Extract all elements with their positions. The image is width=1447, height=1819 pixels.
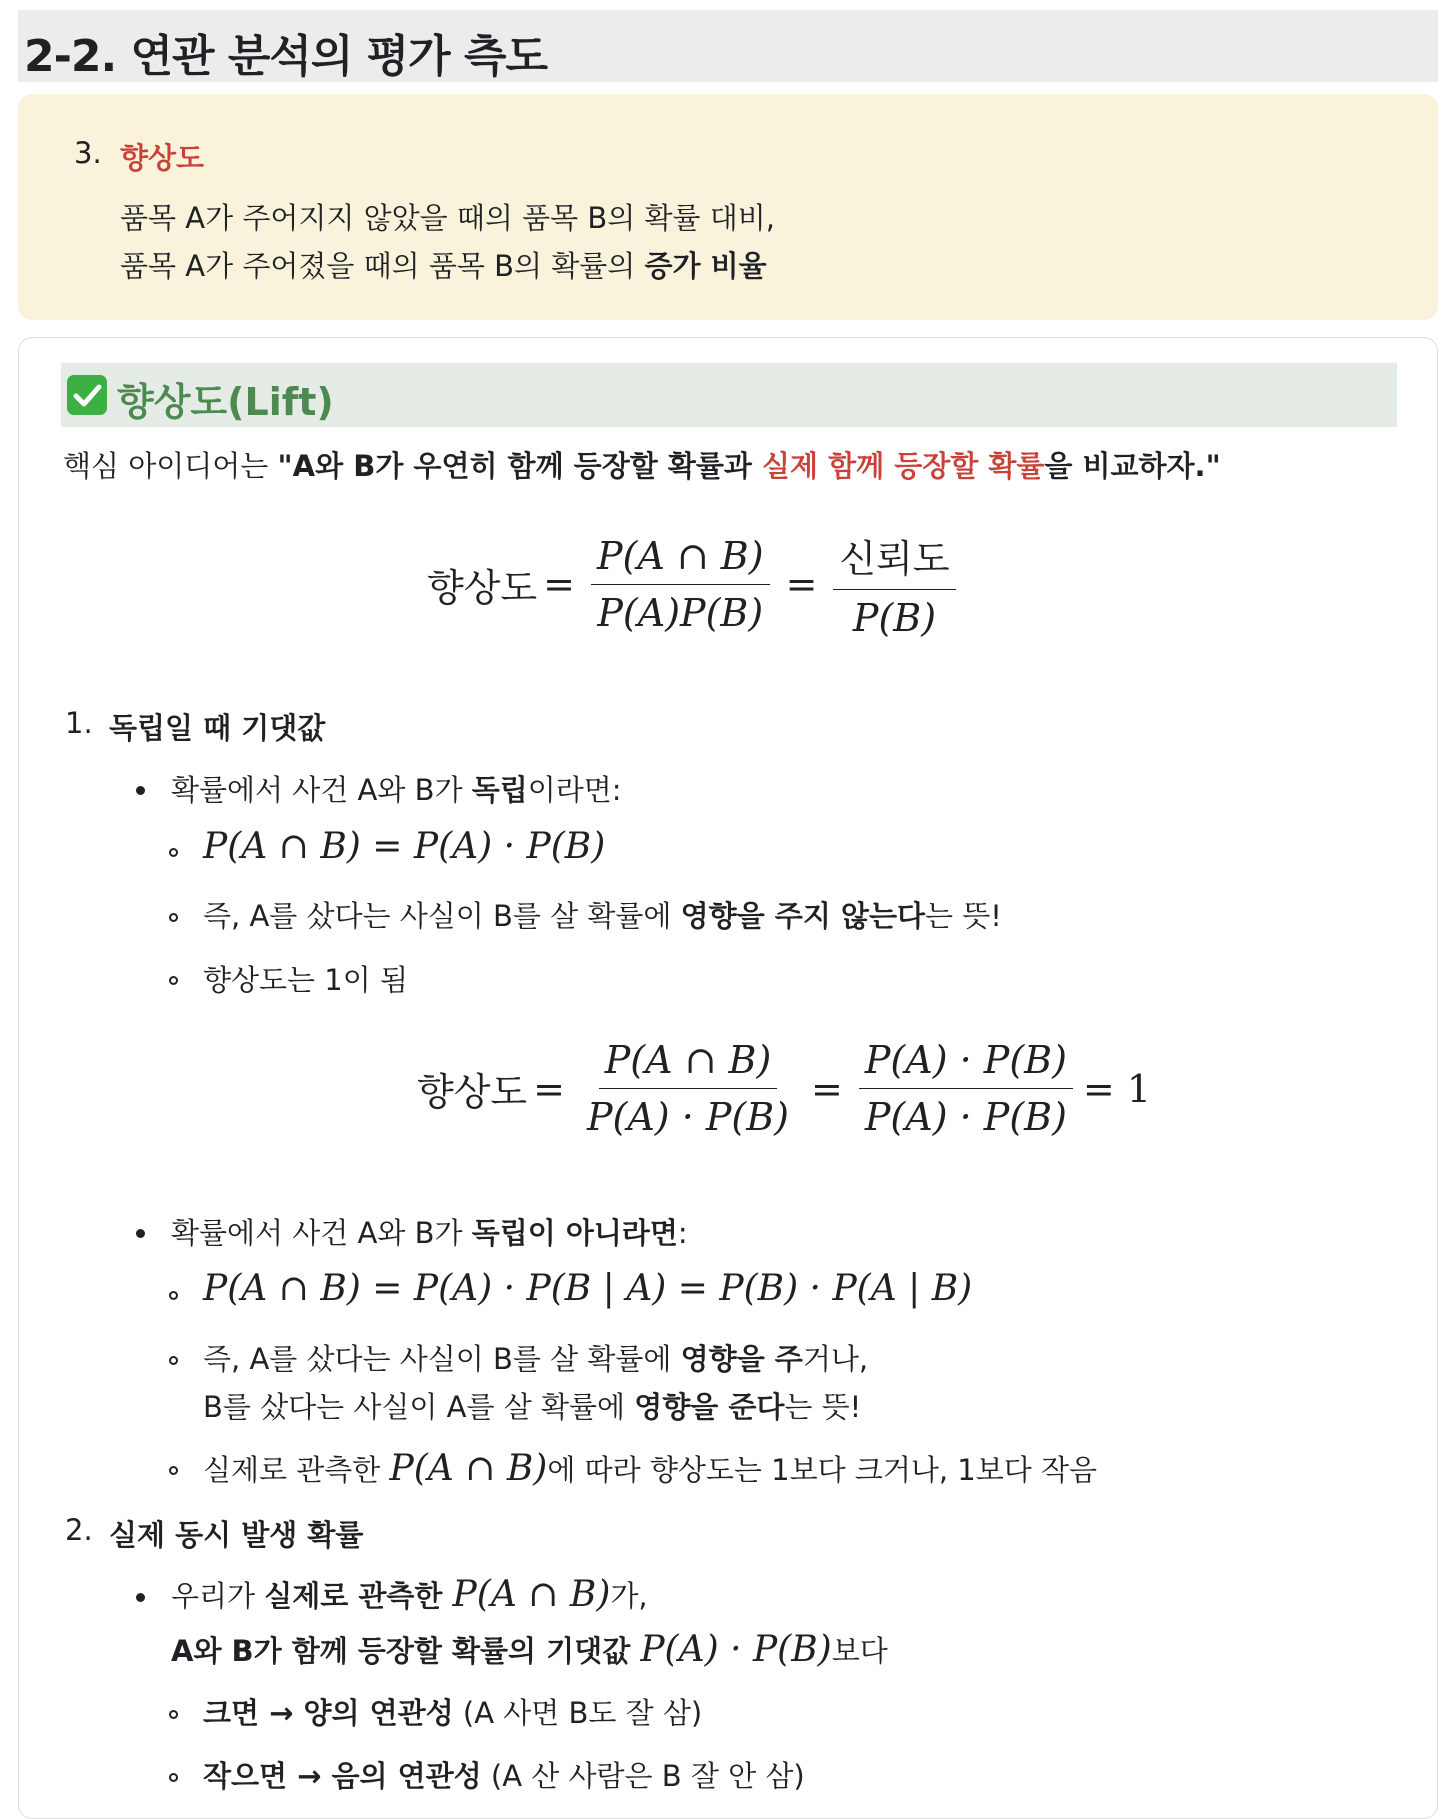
observed-lift-note: 실제로 관측한 P(A ∩ B)에 따라 향상도는 1보다 크거나, 1보다 작음 (203, 1448, 1098, 1489)
positive-association: 크면 → 양의 연관성 (A 사면 B도 잘 삼) (203, 1696, 703, 1730)
independence-meaning: 즉, A를 샀다는 사실이 B를 살 확률에 영향을 주지 않는다는 뜻! (203, 899, 1002, 933)
lift-equals-one: 향상도는 1이 됨 (203, 963, 408, 997)
independence-lift-formula: 향상도 = $\frac{P(A \cap B)}{P(A) \cdot P(B)}$ = $\frac{P(A) \cdot P(B)}{P(A) \cdot P(B)}$ = 1 (417, 1038, 1152, 1139)
formula-fraction-2: $\frac{\text{신뢰도}}{P(B)}$ (833, 528, 955, 640)
dependence-meaning-2: B를 샀다는 사실이 A를 살 확률에 영향을 준다는 뜻! (203, 1390, 862, 1424)
lift-formula: 향상도 = $\frac{P(A \cap B)}{P(A)P(B)}$ = $\frac{\text{신뢰도}}{P(B)}$ (427, 528, 966, 640)
intro-text: 핵심 아이디어는 "A와 B가 우연히 함께 등장할 확률과 실제 함께 등장할 확률을 비교하자." (63, 449, 1221, 483)
callout-line-2: 품목 A가 주어졌을 때의 품목 B의 확률의 증가 비율 (120, 249, 767, 283)
sub-bullet (169, 976, 178, 985)
section-1-title: 독립일 때 기댓값 (109, 711, 326, 745)
formula2-fraction-1: $\frac{P(A \cap B)}{P(A) \cdot P(B)}$ (586, 1038, 790, 1139)
sub-bullet (169, 1466, 178, 1475)
negative-association: 작으면 → 음의 연관성 (A 산 사람은 B 잘 안 삼) (203, 1759, 805, 1793)
bullet-dot (136, 1593, 145, 1602)
sub-bullet (169, 913, 178, 922)
bullet-dot (136, 786, 145, 795)
page-header (18, 10, 1438, 82)
bullet-dot (136, 1229, 145, 1238)
page-title: 2-2. 연관 분석의 평가 측도 (24, 31, 548, 82)
sub-bullet (169, 848, 178, 857)
callout-number: 3. (74, 136, 102, 170)
sub-bullet (169, 1291, 178, 1300)
section-2-title: 실제 동시 발생 확률 (109, 1518, 364, 1552)
section-1-number: 1. (65, 706, 93, 740)
callout-box (18, 94, 1438, 320)
card-title-bar (61, 363, 1397, 427)
callout-line-1: 품목 A가 주어지지 않았을 때의 품목 B의 확률 대비, (120, 201, 775, 235)
dependence-meaning-1: 즉, A를 샀다는 사실이 B를 살 확률에 영향을 주거나, (203, 1342, 869, 1376)
lift-card (18, 337, 1438, 1819)
expected-probability-line: A와 B가 함께 등장할 확률의 기댓값 P(A) · P(B)보다 (171, 1629, 888, 1670)
sub-bullet (169, 1356, 178, 1365)
callout-title: 향상도 (120, 141, 205, 175)
sub-bullet (169, 1710, 178, 1719)
sub-bullet (169, 1773, 178, 1782)
observed-probability-line: 우리가 실제로 관측한 P(A ∩ B)가, (171, 1574, 648, 1615)
bullet-independent: 확률에서 사건 A와 B가 독립이라면: (171, 773, 622, 807)
dependence-formula: P(A ∩ B) = P(A) · P(B | A) = P(B) · P(A | B) (203, 1268, 973, 1309)
card-title: 향상도(Lift) (117, 380, 334, 424)
formula-fraction-1: $\frac{P(A \cap B)}{P(A)P(B)}$ (591, 534, 770, 635)
independence-formula: P(A ∩ B) = P(A) · P(B) (203, 826, 606, 867)
bullet-not-independent: 확률에서 사건 A와 B가 독립이 아니라면: (171, 1216, 688, 1250)
formula-lhs: 향상도 (427, 565, 538, 610)
check-icon (67, 375, 107, 415)
formula2-fraction-2: $\frac{P(A) \cdot P(B)}{P(A) \cdot P(B)}$ (859, 1038, 1073, 1139)
section-2-number: 2. (65, 1513, 93, 1547)
